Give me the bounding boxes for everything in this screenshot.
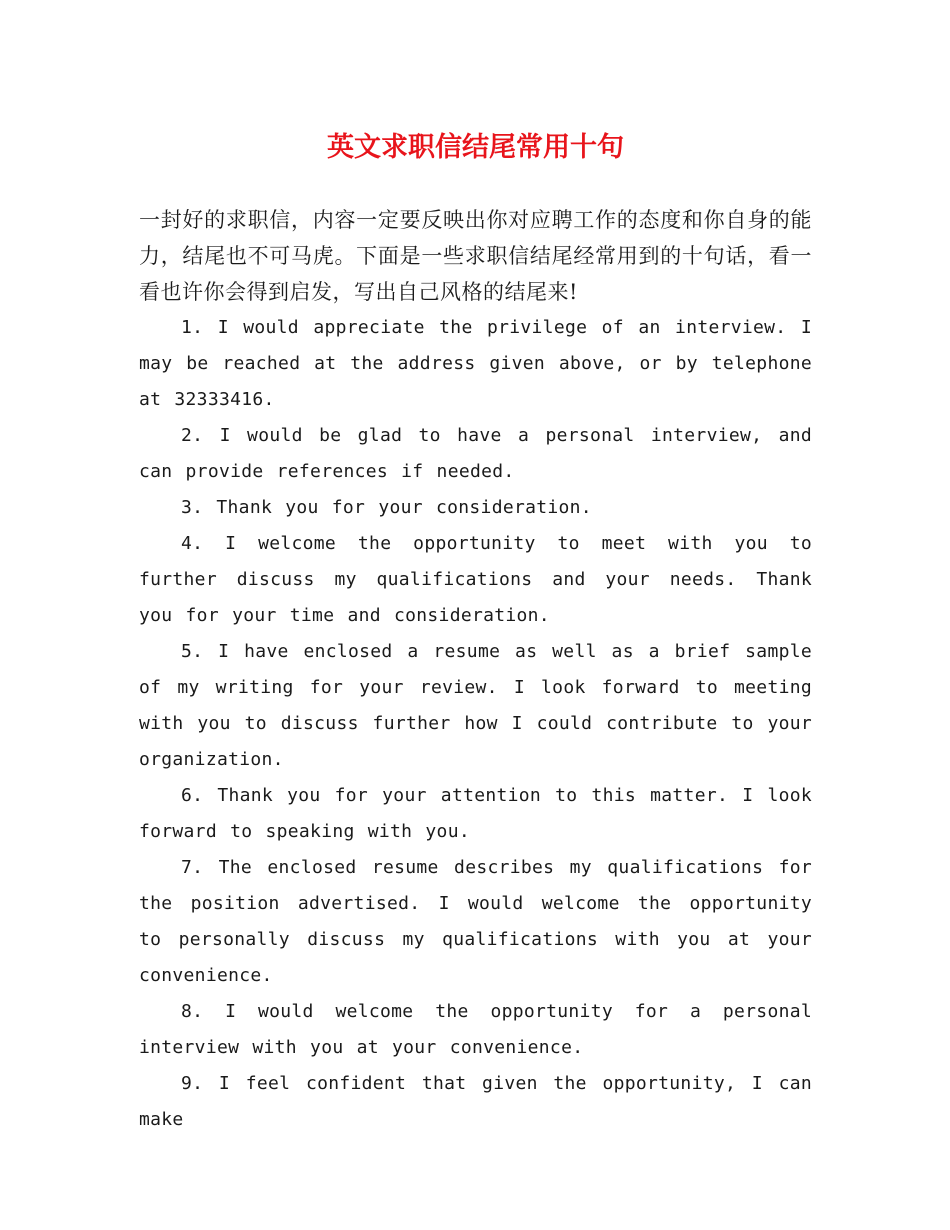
list-item: 4. I welcome the opportunity to meet with you to further discuss my qualifications and your needs. Thank you for your time and consideration. — [139, 533, 812, 626]
list-item: 9. I feel confident that given the opportunity, I can make — [139, 1073, 812, 1130]
list-item: 6. Thank you for your attention to this matter. I look forward to speaking with you. — [139, 785, 812, 842]
list-item: 1. I would appreciate the privilege of an interview. I may be reached at the address given above, or by telephone at 32333416. — [139, 317, 812, 410]
intro-paragraph: 一封好的求职信，内容一定要反映出你对应聘工作的态度和你自身的能力，结尾也不可马虎。下面是一些求职信结尾经常用到的十句话，看一看也许你会得到启发，写出自己风格的结尾来! — [139, 208, 812, 304]
document-title: 英文求职信结尾常用十句 — [327, 132, 624, 163]
list-item: 5. I have enclosed a resume as well as a brief sample of my writing for your review. I look forward to meeting with you to discuss further how I could contribute to your organization. — [139, 641, 812, 770]
list-item: 2. I would be glad to have a personal interview, and can provide references if needed. — [139, 425, 812, 482]
document-body — [139, 202, 812, 1138]
list-item: 8. I would welcome the opportunity for a personal interview with you at your convenience. — [139, 1001, 812, 1058]
list-item: 3. Thank you for your consideration. — [181, 497, 592, 518]
list-item: 7. The enclosed resume describes my qualifications for the position advertised. I would welcome the opportunity to personally discuss my qualifications with you at your convenience. — [139, 857, 812, 986]
